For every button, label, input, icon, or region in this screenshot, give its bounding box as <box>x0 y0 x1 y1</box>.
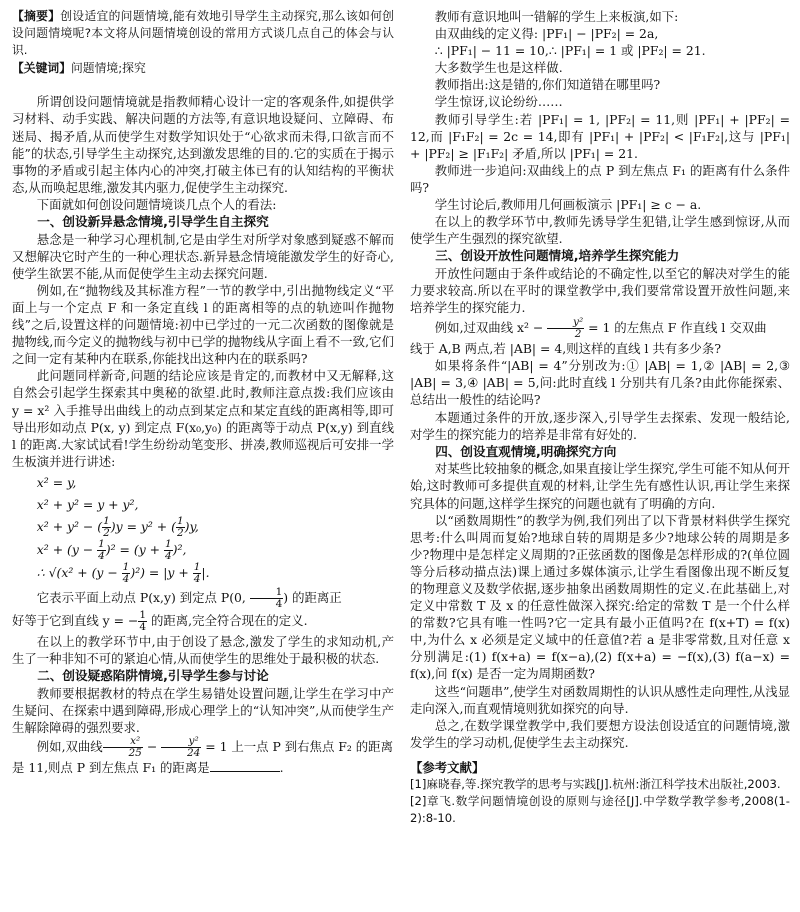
equation-3: x² + y² − ( $\frac{1}{2}$ )y = y² + ( $\frac{1}{2}$ )y, <box>36 514 199 539</box>
abstract <box>12 8 394 59</box>
reference-item-1: [1]麻晓春,等.探究教学的思考与实践[J].杭州:浙江科学技术出版社,2003. <box>410 777 781 792</box>
section3-paragraph-1: 开放性问题由于条件或结论的不确定性,以至它的解决对学生的能力要求较高.所以在平时的课堂教学中,我们要常常设置开放性问题,来培养学生的探究能力. <box>410 265 790 316</box>
section1-paragraph-3: 此问题同样新奇,问题的结论应该是肯定的,而教材中又无解释,这自然会引起学生探索其中奥秘的欲望.此时,教师注意点拨:我们应该由 y = x² 入手推导出曲线上的动点到某定点和某定直线的距离相等,即可导出形如动点 P(x, y) 到定点 F(x₀,y₀) 的距离等于动点 P(x,y) 到直线 l 的距离.大家试试看!学生纷纷动笔变形、拼凑,教师巡视后可安排一学生板演并进行讲述: <box>12 368 394 469</box>
section2-board-8: 教师进一步追问:双曲线上的点 P 到左焦点 F₁ 的距离有什么条件吗? <box>410 162 790 195</box>
answer-blank <box>210 771 280 772</box>
keywords-text: 问题情境;探究 <box>71 61 146 76</box>
reference-item-2: [2]章飞.数学问题情境创设的原则与途径[J].中学数学教学参考,2008(1-2):8-10. <box>410 794 790 826</box>
section2-paragraph-1: 教师要根据教材的特点在学生易错处设置问题,让学生在学习中产生疑问、在探索中遇到障碍,形成心理学上的“认知冲突”,从而使学生产生解除障碍的强烈要求. <box>12 685 394 735</box>
section3-paragraph-2-cont: 线于 A,B 两点,若 |AB| = 4,则这样的直线 l 共有多少条? <box>410 341 721 357</box>
section3-paragraph-2: 例如,过双曲线 x² − $\frac{\text{y²}}{2}$ = 1 的左焦点 F 作直线 l 交双曲 <box>434 316 767 341</box>
left-column <box>12 8 394 776</box>
section3-paragraph-3: 如果将条件“|AB| = 4”分别改为:① |AB| = 1,② |AB| = 2,③ |AB| = 3,④ |AB| = 5,问:此时直线 l 分别共有几条?由此你能探索、总结出一般性的结论吗? <box>410 358 790 408</box>
section2-board-2: 由双曲线的定义得: |PF₁| − |PF₂| = 2a, <box>434 26 659 42</box>
section2-paragraph-2-cont: 是 11,则点 P 到左焦点 F₁ 的距离是 . <box>12 760 284 775</box>
section2-board-7: 教师引导学生:若 |PF₁| = 1, |PF₂| = 11,则 |PF₁| + |PF₂| = 12,而 |F₁F₂| = 2c = 14,即有 |PF₁| + |PF₂| < |F₁F₂|,这与 |PF₁| + |PF₂| ≥ |F₁F₂| 矛盾,所以 |PF₁| = 21. <box>410 111 790 161</box>
section3-paragraph-4: 本题通过条件的开放,逐步深入,引导学生去探索、发现一般结论,对学生的探究能力的培养是非常有好处的. <box>410 409 790 442</box>
section2-board-4: 大多数学生也是这样做. <box>434 60 563 76</box>
references-heading: 【参考文献】 <box>410 759 485 775</box>
section2-board-10: 在以上的教学环节中,教师先诱导学生犯错,让学生感到惊讶,从而使学生产生强烈的探究欲望. <box>410 214 790 247</box>
section4-paragraph-4: 总之,在数学课堂教学中,我们要想方设法创设适宜的问题情境,激发学生的学习动机,促使学生去主动探究. <box>410 717 790 750</box>
section2-board-6: 学生惊讶,议论纷纷…… <box>434 94 563 110</box>
equation-5: ∴ √(x² + (y − $\frac{1}{4}$ )²) = |y + $\frac{1}{4}$ |. <box>36 560 210 585</box>
section1-paragraph-2: 例如,在“抛物线及其标准方程”一节的教学中,引出抛物线定义“平面上与一个定点 F 和一条定直线 l 的距离相等的点的轨迹叫作抛物线”之后,设置这样的问题情境:初中已学过的一元二次函数的图像就是抛物线,而今定义的抛物线与初中已学的抛物线从字面上看不一致,它们之间一定有某种内在联系,你能找出这种内在的联系吗? <box>12 282 394 367</box>
abstract-text: 创设适宜的问题情境,能有效地引导学生主动探究,那么该如何创设问题情境呢?本文将从问题情境创设的常用方式谈几点自己的体会与认识. <box>12 9 394 58</box>
section2-board-5: 教师指出:这是错的,你们知道错在哪里吗? <box>434 77 661 93</box>
equation-1: x² = y, <box>36 474 77 490</box>
equation-4: x² + (y − $\frac{1}{4}$ )² = (y + $\frac{1}{4}$ )², <box>36 537 187 562</box>
section4-heading: 四、创设直观情境,明确探究方向 <box>435 443 617 459</box>
derivation-block <box>12 472 394 585</box>
section1-paragraph-1: 悬念是一种学习心理机制,它是由学生对所学对象感到疑惑不解而又想解决它时产生的一种心理状态.新异悬念情境能激发学生的好奇心,使学生欲罢不能,从而促使学生主动去探究问题. <box>12 231 394 281</box>
right-column <box>410 8 790 827</box>
section4-paragraph-3: 这些“问题串”,使学生对函数周期性的认识从感性走向理性,从浅显走向深入,而直观情境则犹如探究的向导. <box>410 683 790 716</box>
section2-board-9: 学生讨论后,教师用几何画板演示 |PF₁| ≥ c − a. <box>434 197 702 213</box>
intro-paragraph-1: 所谓创设问题情境就是指教师精心设计一定的客观条件,如提供学习材料、动手实践、解决问题的方法等,有意识地设疑问、立障碍、布迷局、揭矛盾,从而使学生对数学知识处于“心欲求而未得,口欲言而不能”的状态,引导学生主动探究,达到激发思维的目的.它的实质在于揭示事物的矛盾或引起主体内心的冲突,打破主体已有的认知结构的平衡状态,从而唤起思维,激发其内驱力,促使学生主动探究. <box>12 94 394 195</box>
section1-paragraph-4: 它表示平面上动点 P(x,y) 到定点 P(0, $\frac{1}{4}$ ) 的距离正 <box>36 585 342 610</box>
section1-heading: 一、创设新异悬念情境,引导学生自主探究 <box>37 214 269 230</box>
section4-paragraph-1: 对某些比较抽象的概念,如果直接让学生探究,学生可能不知从何开始,这时教师可多提供直观的材料,让学生先有感性认识,再让学生来探究具体的问题,这样学生探究的问题也就有了明确的方向. <box>410 461 790 511</box>
intro-paragraph-2: 下面就如何创设问题情境谈几点个人的看法: <box>36 196 277 212</box>
equation-2: x² + y² = y + y², <box>36 496 139 512</box>
section4-paragraph-2: 以“函数周期性”的教学为例,我们列出了以下背景材料供学生探究思考:什么叫周而复始?地球自转的周期是多少?地球公转的周期是多少?物理中是怎样定义周期的?正弦函数的图像是怎样形成的?(单位圆等分后移动描点法)课上通过多媒体演示,让学生看图像出现不断反复的物理意义及数学依据,逐步抽象出函数周期性的定义.在此基础上,对定义中常数 T 及 x 的任意性做深入探究:给定的常数 T 是一个什么样的常数?它具有唯一性吗?它一定具有最小正值吗?在 f(x+T) = f(x) 中,为什么 x 必须是定义域中的任意值?若 a 是非零常数,且对任意 x 分别满足:(1) f(x+a) = f(x−a),(2) f(x+a) = −f(x),(3) f(a−x) = f(x),问 f(x) 是否一定为周期函数? <box>410 512 790 682</box>
section2-board-3: ∴ |PF₁| − 11 = 10,∴ |PF₁| = 1 或 |PF₂| = 21. <box>434 43 706 59</box>
keywords-label: 【关键词】 <box>12 61 71 76</box>
abstract-label: 【摘要】 <box>12 9 61 23</box>
section1-paragraph-4-cont: 好等于它到直线 y = − $\frac{1}{4}$ 的距离,完全符合现在的定义. <box>12 608 308 633</box>
keywords <box>12 60 394 77</box>
section1-paragraph-5: 在以上的教学环节中,由于创设了悬念,激发了学生的求知动机,产生了一种非知不可的紧迫心情,从而使学生的思维处于最积极的状态. <box>12 633 394 667</box>
section3-heading: 三、创设开放性问题情境,培养学生探究能力 <box>435 248 680 264</box>
section2-paragraph-2: 例如,双曲线 $\frac{\text{x²}}{25}$ − $\frac{\text{y²}}{24}$ = 1 上一点 P 到右焦点 F₂ 的距离 <box>36 735 393 759</box>
section2-heading: 二、创设疑惑陷阱情境,引导学生参与讨论 <box>37 668 269 684</box>
section2-board-1: 教师有意识地叫一错解的学生上来板演,如下: <box>434 9 679 24</box>
